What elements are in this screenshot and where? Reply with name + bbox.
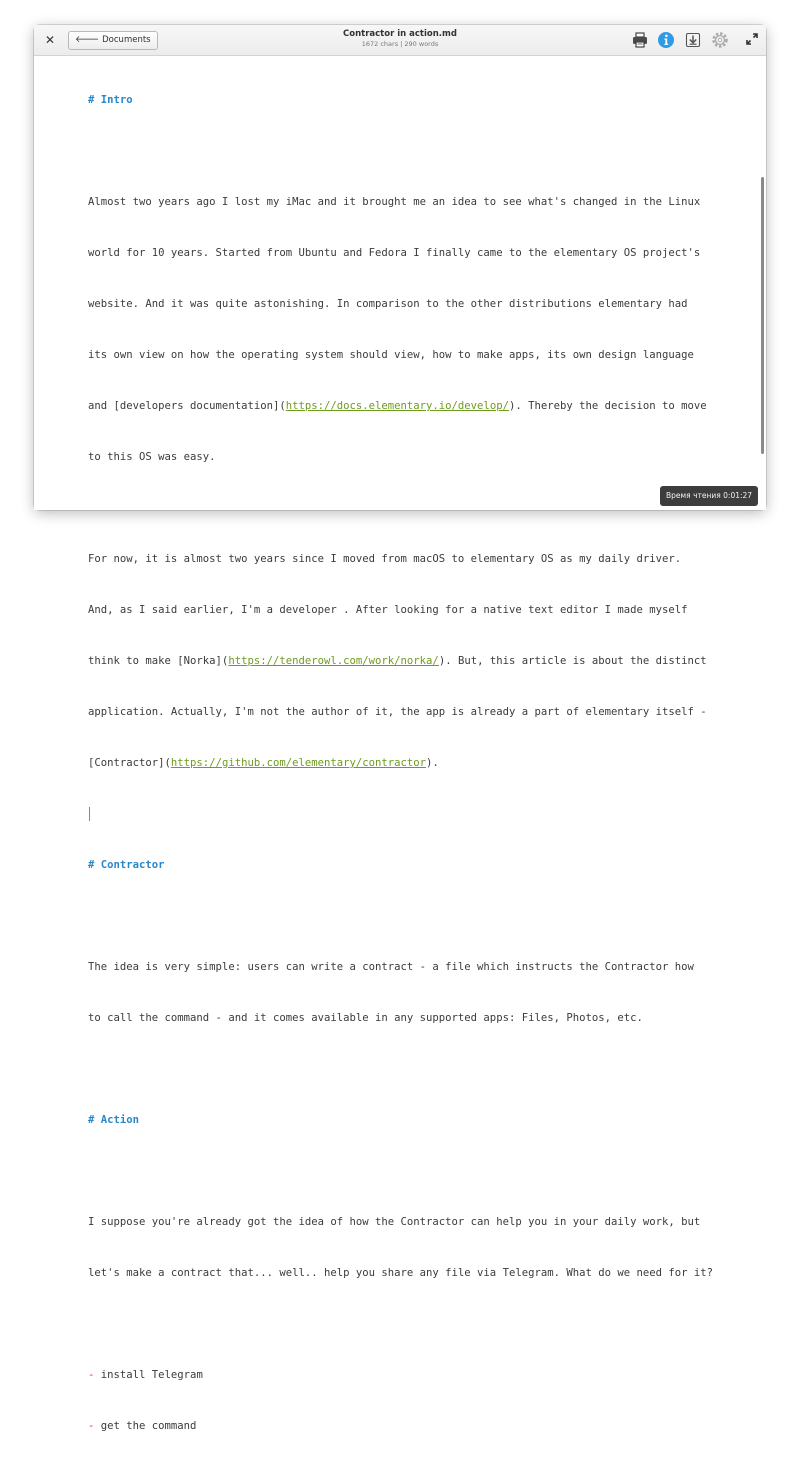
blank-line bbox=[88, 143, 708, 160]
list-bullet: - bbox=[88, 1420, 95, 1432]
text-line: world for 10 years. Started from Ubuntu and Fedora I finally came to the elementary OS project's bbox=[88, 247, 701, 259]
markdown-editor[interactable] bbox=[34, 56, 766, 1432]
text-segment: ). But, this article is about the distinct bbox=[438, 655, 707, 667]
text-line: to this OS was easy. bbox=[88, 451, 216, 463]
text-line bbox=[88, 755, 708, 772]
blank-line bbox=[88, 1061, 708, 1078]
arrow-left-icon: 🡐 bbox=[75, 35, 100, 45]
heading-action: # Action bbox=[88, 1114, 140, 1126]
list-item bbox=[88, 1418, 708, 1435]
text-segment: think to make [Norka]( bbox=[88, 655, 229, 667]
list-item-text: get the command bbox=[94, 1420, 197, 1432]
close-icon[interactable]: ✕ bbox=[44, 33, 56, 47]
text-line: Almost two years ago I lost my iMac and it brought me an idea to see what's changed in the Linux bbox=[88, 196, 701, 208]
heading-intro: # Intro bbox=[88, 94, 133, 106]
text-segment: ). Thereby the decision to move bbox=[508, 400, 707, 412]
text-line: to call the command - and it comes available in any supported apps: Files, Photos, etc. bbox=[88, 1012, 643, 1024]
header-bar bbox=[34, 25, 766, 56]
text-segment: ). bbox=[426, 757, 439, 769]
text-segment: and [developers documentation]( bbox=[88, 400, 286, 412]
text-line: And, as I said earlier, I'm a developer . After looking for a native text editor I made myself bbox=[88, 604, 688, 616]
docs-link[interactable]: https://docs.elementary.io/develop/ bbox=[285, 400, 509, 412]
cursor-line bbox=[88, 806, 708, 823]
contractor-link[interactable]: https://github.com/elementary/contractor bbox=[170, 757, 427, 769]
blank-line bbox=[88, 1316, 708, 1333]
text-cursor bbox=[89, 807, 90, 821]
text-line bbox=[88, 398, 708, 415]
text-line: I suppose you're already got the idea of how the Contractor can help you in your daily work, but bbox=[88, 1216, 701, 1228]
list-item-text: install Telegram bbox=[94, 1369, 203, 1381]
text-line: website. And it was quite astonishing. In comparison to the other distributions elementary had bbox=[88, 298, 688, 310]
text-line bbox=[88, 653, 708, 670]
app-window bbox=[34, 25, 766, 1432]
fullscreen-icon[interactable] bbox=[745, 32, 759, 46]
reading-time-badge: Время чтения 0:01:27 bbox=[660, 486, 758, 506]
text-line: application. Actually, I'm not the author of it, the app is already a part of elementary itself - bbox=[88, 706, 707, 718]
blank-line bbox=[88, 500, 708, 517]
norka-link[interactable]: https://tenderowl.com/work/norka/ bbox=[228, 655, 439, 667]
text-line: The idea is very simple: users can write a contract - a file which instructs the Contractor how bbox=[88, 961, 694, 973]
blank-line bbox=[88, 908, 708, 925]
document-title: Contractor in action.md bbox=[343, 29, 457, 39]
text-line: let's make a contract that... well.. help you share any file via Telegram. What do we need for it? bbox=[88, 1267, 714, 1279]
info-icon[interactable] bbox=[657, 31, 675, 49]
text-line: For now, it is almost two years since I moved from macOS to elementary OS as my daily driver. bbox=[88, 553, 682, 565]
heading-contractor: # Contractor bbox=[88, 859, 165, 871]
gear-icon[interactable] bbox=[711, 31, 729, 49]
export-icon[interactable] bbox=[684, 31, 702, 49]
list-item bbox=[88, 1367, 708, 1384]
scrollbar[interactable] bbox=[761, 177, 764, 454]
text-line: its own view on how the operating system should view, how to make apps, its own design language bbox=[88, 349, 694, 361]
document-stats: 1672 chars | 290 words bbox=[361, 40, 439, 48]
back-button-label: Documents bbox=[102, 35, 151, 45]
printer-icon[interactable] bbox=[631, 31, 649, 49]
blank-line bbox=[88, 1163, 708, 1180]
list-bullet: - bbox=[88, 1369, 95, 1381]
text-segment: [Contractor]( bbox=[88, 757, 171, 769]
